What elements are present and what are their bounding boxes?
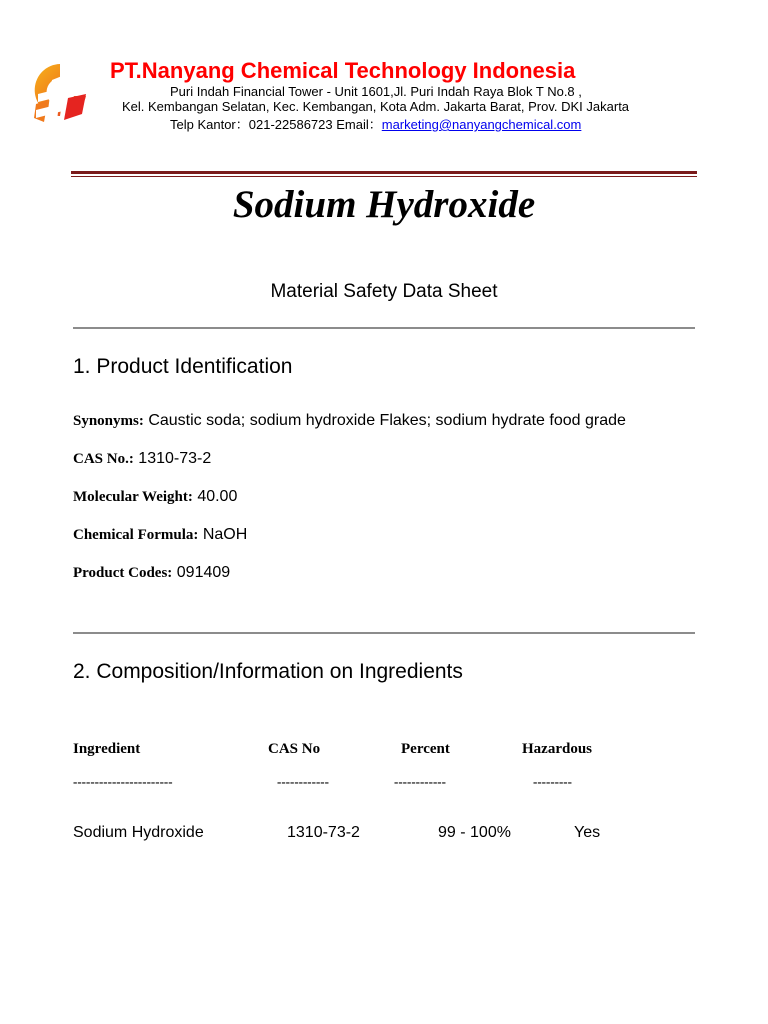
document-subtitle: Material Safety Data Sheet	[270, 281, 498, 302]
field-synonyms	[73, 412, 626, 430]
section-divider	[73, 327, 695, 329]
field-value: 40.00	[197, 488, 238, 505]
company-logo-icon	[30, 60, 90, 138]
field-label: CAS No.:	[73, 451, 134, 467]
table-cell-cas-no: 1310-73-2	[287, 824, 360, 841]
email-link[interactable]: marketing@nanyangchemical.com	[381, 117, 582, 132]
table-cell-ingredient: Sodium Hydroxide	[73, 824, 204, 841]
section-heading-composition: 2. Composition/Information on Ingredients	[73, 660, 463, 683]
column-separator: ------------	[277, 774, 329, 789]
table-cell-percent: 99 - 100%	[438, 824, 511, 841]
field-chemical-formula	[73, 526, 247, 544]
field-label: Molecular Weight:	[73, 489, 193, 505]
field-product-codes	[73, 564, 230, 582]
column-separator: ---------	[533, 774, 572, 789]
field-value: 091409	[176, 564, 231, 581]
field-label: Product Codes:	[73, 565, 173, 581]
section-divider	[73, 632, 695, 634]
field-value: Caustic soda; sodium hydroxide Flakes; sodium hydrate food grade	[148, 412, 626, 429]
field-cas-no	[73, 450, 211, 468]
field-label: Chemical Formula:	[73, 527, 199, 543]
header-divider-thin	[71, 176, 697, 177]
column-separator: -----------------------	[73, 774, 173, 789]
field-molecular-weight	[73, 488, 237, 506]
document-title: Sodium Hydroxide	[232, 183, 536, 226]
contact-line	[170, 114, 581, 133]
table-cell-hazardous: Yes	[574, 824, 601, 841]
field-label: Synonyms:	[73, 413, 144, 429]
field-value: NaOH	[202, 526, 248, 543]
column-separator: ------------	[394, 774, 446, 789]
header-divider	[71, 171, 697, 174]
section-heading-product-identification: 1. Product Identification	[73, 355, 293, 378]
column-header-hazardous: Hazardous	[522, 741, 593, 757]
field-value: 1310-73-2	[138, 450, 212, 467]
contact-phone: Telp Kantor：021-22586723 Email：	[170, 117, 382, 132]
address-line-1: Puri Indah Financial Tower - Unit 1601,Jl. Puri Indah Raya Blok T No.8 ,	[170, 84, 582, 99]
column-header-cas-no: CAS No	[268, 741, 321, 757]
company-name: PT.Nanyang Chemical Technology Indonesia	[110, 58, 576, 83]
address-line-2: Kel. Kembangan Selatan, Kec. Kembangan, Kota Adm. Jakarta Barat, Prov. DKI Jakarta	[122, 99, 630, 114]
column-header-percent: Percent	[401, 741, 450, 757]
column-header-ingredient: Ingredient	[73, 741, 141, 757]
